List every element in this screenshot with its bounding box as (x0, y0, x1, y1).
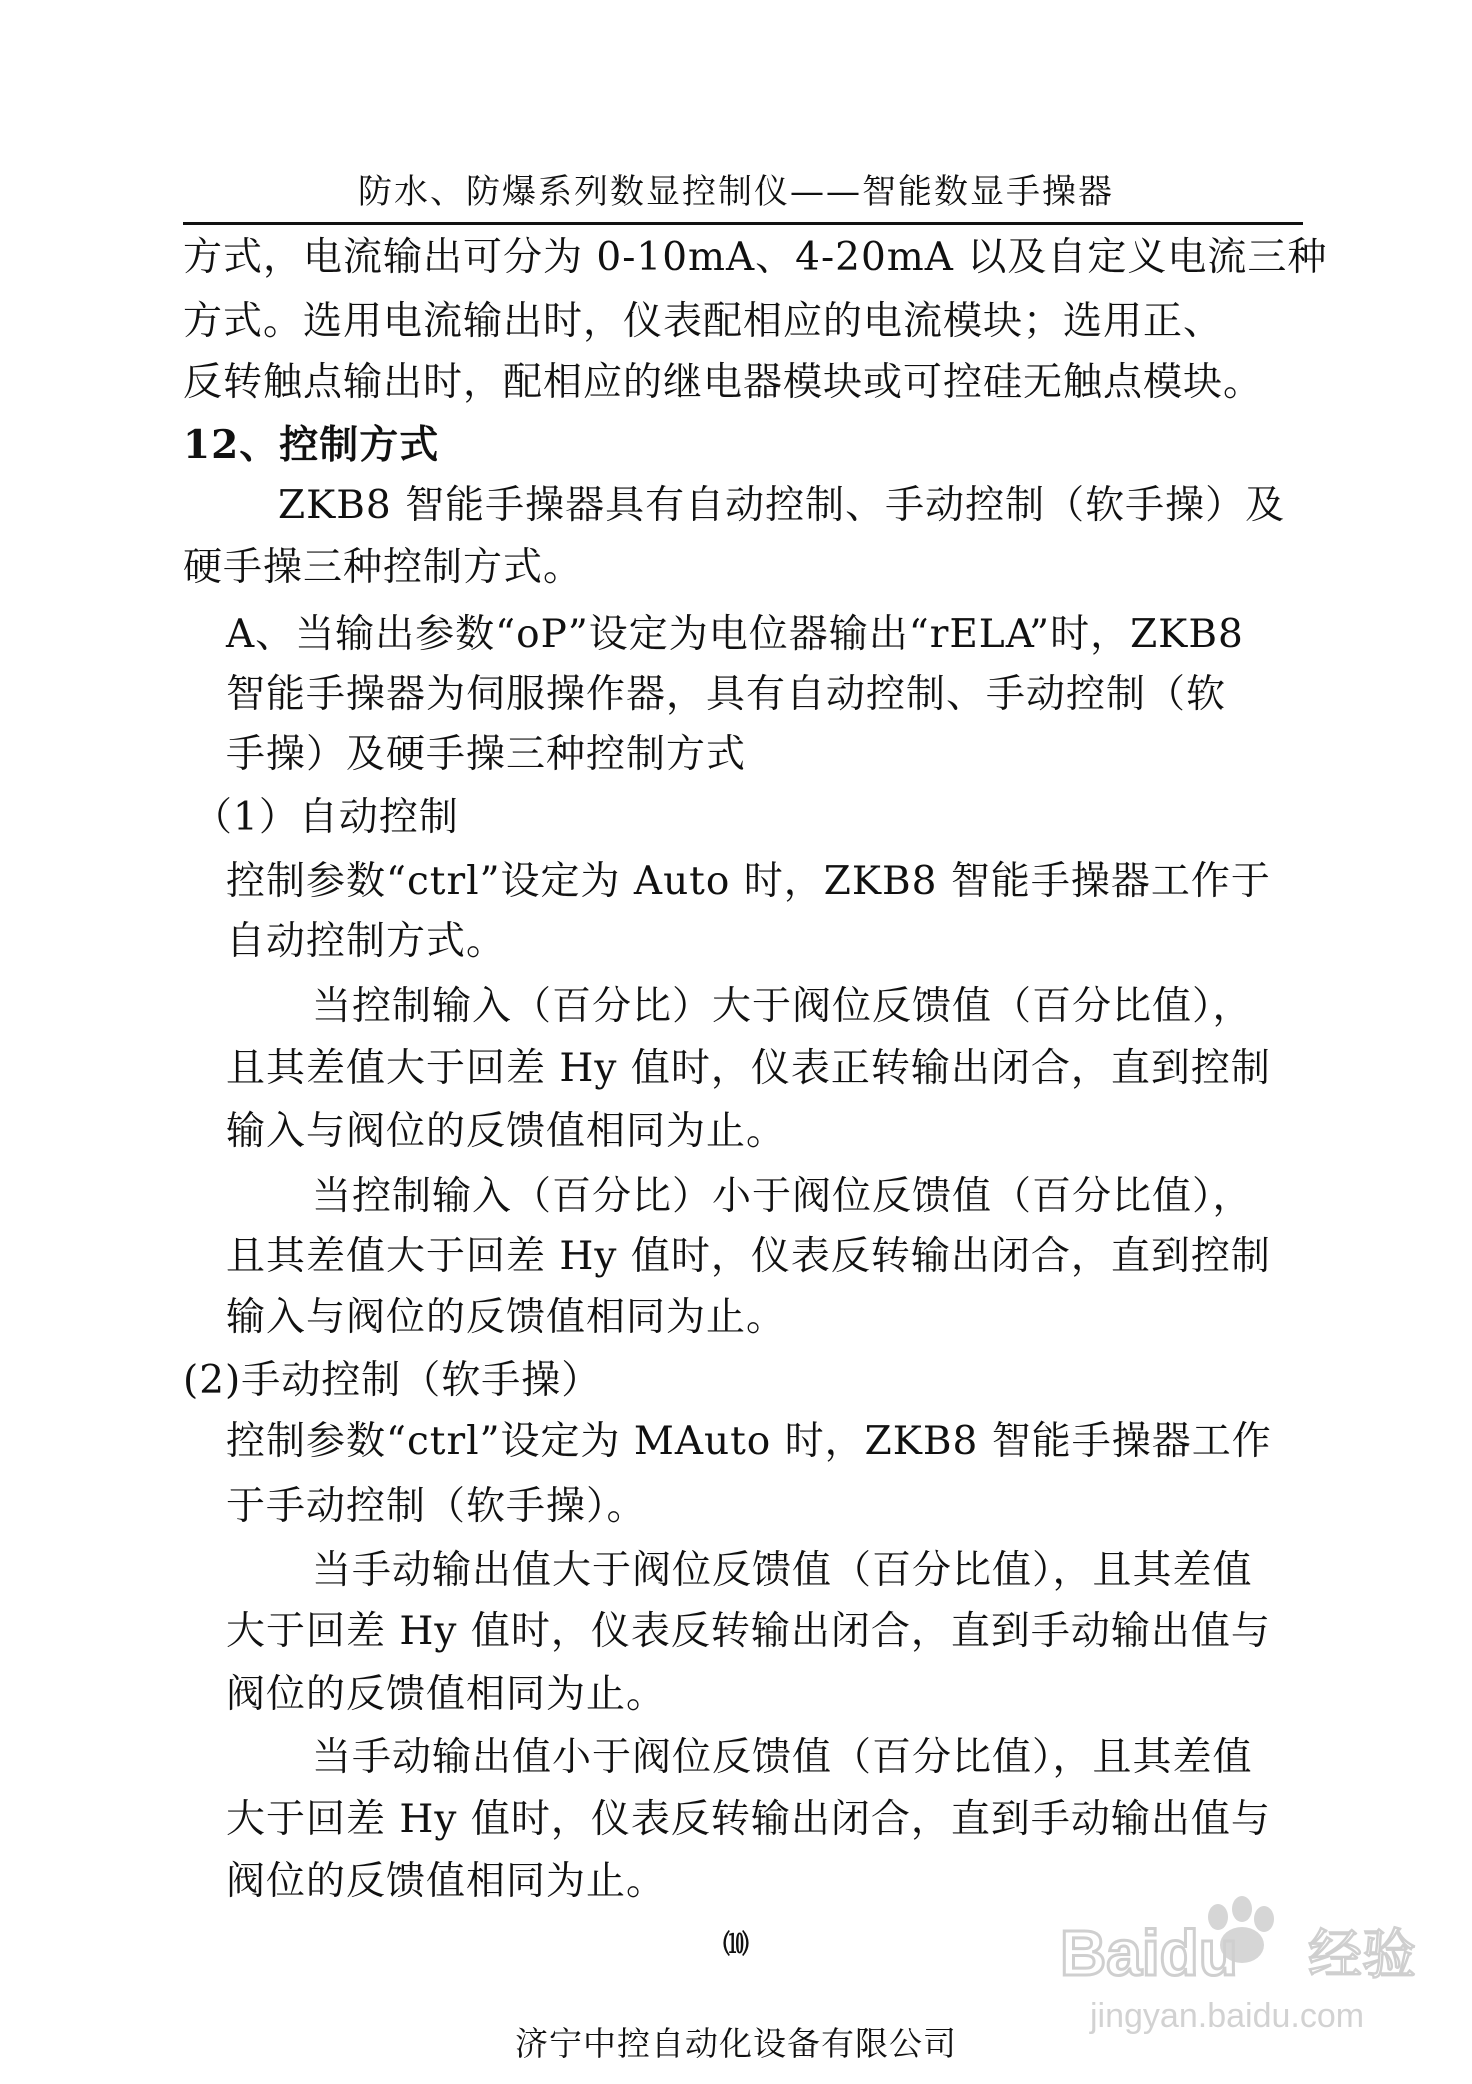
body-line: 反转触点输出时，配相应的继电器模块或可控硅无触点模块。 (183, 360, 1264, 405)
page-number: ⑽ (722, 1930, 749, 1960)
body-line: 自动控制方式。 (226, 919, 507, 964)
body-line: 控制参数“ctrl”设定为 MAuto 时，ZKB8 智能手操器工作 (226, 1419, 1272, 1464)
footer-company: 济宁中控自动化设备有限公司 (515, 2024, 957, 2063)
body-line: 控制参数“ctrl”设定为 Auto 时，ZKB8 智能手操器工作于 (226, 859, 1271, 904)
header-divider (183, 222, 1303, 225)
body-line: A、当输出参数“oP”设定为电位器输出“rELA”时，ZKB8 (226, 612, 1244, 657)
body-line: 输入与阀位的反馈值相同为止。 (226, 1109, 787, 1154)
body-line: ZKB8 智能手操器具有自动控制、手动控制（软手操）及 (278, 483, 1286, 528)
body-line: 当控制输入（百分比）小于阀位反馈值（百分比值）， (312, 1174, 1253, 1219)
subsection-heading: （1）自动控制 (193, 795, 459, 840)
body-line: 于手动控制（软手操）。 (226, 1484, 647, 1529)
body-line: 大于回差 Hy 值时，仪表反转输出闭合，直到手动输出值与 (226, 1609, 1271, 1654)
body-line: 方式。选用电流输出时，仪表配相应的电流模块；选用正、 (183, 299, 1224, 344)
body-line: 当手动输出值小于阀位反馈值（百分比值），且其差值 (312, 1735, 1253, 1780)
body-line: 阀位的反馈值相同为止。 (226, 1672, 667, 1717)
body-line: 大于回差 Hy 值时，仪表反转输出闭合，直到手动输出值与 (226, 1797, 1271, 1842)
body-line: 且其差值大于回差 Hy 值时，仪表反转输出闭合，直到控制 (226, 1234, 1271, 1279)
body-line: 且其差值大于回差 Hy 值时，仪表正转输出闭合，直到控制 (226, 1046, 1271, 1091)
watermark-brand: Baidu (1060, 1917, 1238, 1989)
body-line: 输入与阀位的反馈值相同为止。 (226, 1295, 787, 1340)
body-line: 硬手操三种控制方式。 (183, 545, 584, 590)
watermark-url: jingyan.baidu.com (1090, 1997, 1365, 2035)
body-line: 当手动输出值大于阀位反馈值（百分比值），且其差值 (312, 1548, 1253, 1593)
body-line: 方式，电流输出可分为 0-10mA、4-20mA 以及自定义电流三种 (183, 235, 1328, 280)
body-line: 当控制输入（百分比）大于阀位反馈值（百分比值）， (312, 984, 1253, 1029)
body-line: 智能手操器为伺服操作器，具有自动控制、手动控制（软 (226, 672, 1227, 717)
baidu-jingyan-watermark (1050, 1895, 1450, 2045)
watermark-cn: 经验 (1308, 1923, 1416, 1986)
body-line: 阀位的反馈值相同为止。 (226, 1859, 667, 1904)
body-line: 手操）及硬手操三种控制方式 (226, 732, 747, 777)
section-heading: 12、控制方式 (183, 422, 440, 468)
page-header-title: 防水、防爆系列数显控制仪——智能数显手操器 (358, 172, 1114, 212)
subsection-heading: (2)手动控制（软手操） (183, 1358, 602, 1403)
